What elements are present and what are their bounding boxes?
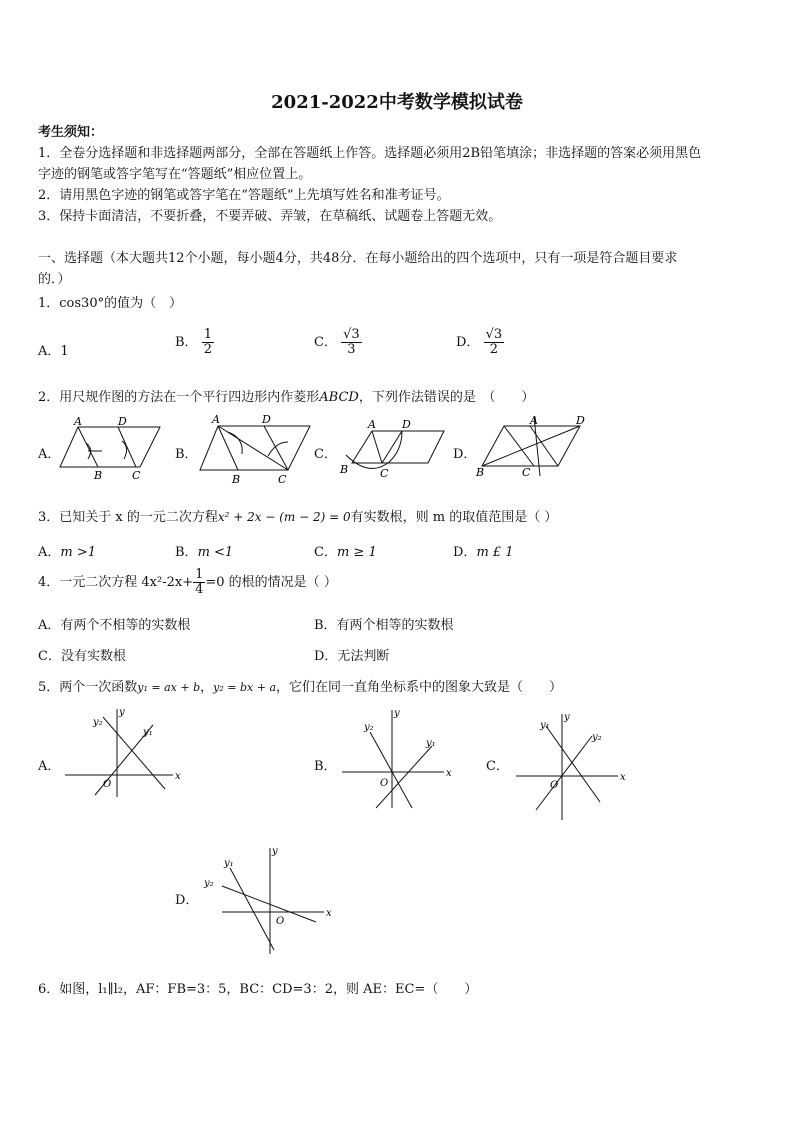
q1-option-d-numerator: √3 bbox=[485, 327, 503, 342]
q2-stem bbox=[38, 386, 534, 405]
q2c-label-d: D bbox=[402, 418, 411, 431]
q1-option-c-fraction bbox=[341, 328, 362, 357]
q2d-label-a: A bbox=[530, 414, 538, 427]
q5-graph-c bbox=[512, 712, 627, 824]
q2c-label-c: C bbox=[380, 467, 389, 480]
notice-line-3: 2．请用黑色字迹的钢笔或答字笔在“答题纸”上先填写姓名和准考证号。 bbox=[38, 188, 450, 203]
q1-option-c-label: C． bbox=[314, 335, 337, 350]
q5-stem-pre: 5．两个一次函数 bbox=[38, 680, 138, 695]
q5-function-2: y₂ = bx + a bbox=[213, 681, 277, 694]
q3-option-b bbox=[175, 541, 233, 560]
q2c-label-a: A bbox=[368, 418, 376, 431]
q3-stem-post: 有实数根，则 m 的取值范围是（ ） bbox=[350, 510, 558, 525]
q3-option-c-label: C． bbox=[314, 545, 337, 560]
q2-stem-post: ，下列作法错误的是 （ ） bbox=[358, 390, 535, 405]
q3-option-d-value: m £ 1 bbox=[476, 545, 514, 560]
q1-option-c bbox=[314, 328, 362, 357]
q1-option-c-numerator: √3 bbox=[343, 327, 360, 342]
q1-option-d-fraction bbox=[484, 328, 505, 357]
q1-option-b-denominator: 2 bbox=[203, 342, 212, 357]
notice-line-2: 字迹的钢笔或答字笔写在“答题纸”相应位置上。 bbox=[38, 167, 312, 182]
q5b-y2-label: y₂ bbox=[364, 722, 374, 733]
q5c-origin-label: O bbox=[550, 780, 559, 791]
q2-option-a: A． bbox=[38, 447, 61, 462]
q3-option-a-value: m >1 bbox=[60, 545, 97, 560]
q2a-label-c: C bbox=[132, 469, 141, 482]
q2-option-d: D． bbox=[453, 447, 477, 462]
q5d-x-label: x bbox=[326, 908, 332, 919]
q2a-label-a: A bbox=[74, 415, 82, 428]
q4-option-d: D．无法判断 bbox=[314, 649, 390, 664]
q5c-y2-label: y₂ bbox=[592, 732, 602, 743]
q4-option-c: C．没有实数根 bbox=[38, 649, 126, 664]
section-heading-line-2: 的．） bbox=[38, 272, 71, 287]
q2d-label-b: B bbox=[476, 466, 485, 479]
q1-stem: 1．cos30°的值为（ ） bbox=[38, 296, 183, 311]
q1-option-a: A．1 bbox=[38, 344, 69, 359]
q5a-y-label: y bbox=[119, 707, 125, 718]
q2b-label-d: D bbox=[262, 413, 271, 426]
q5c-y-label: y bbox=[564, 712, 570, 723]
q6-stem: 6．如图，l₁∥l₂，AF：FB=3：5，BC：CD=3：2，则 AE：EC=（ ） bbox=[38, 982, 478, 997]
section-heading-line-1: 一、选择题（本大题共12个小题，每小题4分，共48分．在每小题给出的四个选项中，只有一项是符合题目要求 bbox=[38, 251, 678, 266]
q2a-label-d: D bbox=[118, 415, 127, 428]
q5-option-d: D． bbox=[175, 893, 199, 908]
q1-option-b-label: B． bbox=[175, 335, 198, 350]
q2d-label-d: D bbox=[576, 414, 585, 427]
q2a-label-b: B bbox=[94, 469, 103, 482]
q4-option-a: A．有两个不相等的实数根 bbox=[38, 618, 191, 633]
q2b-label-c: C bbox=[278, 473, 287, 486]
q5b-y1-label: y₁ bbox=[426, 738, 436, 749]
q5d-origin-label: O bbox=[276, 916, 285, 927]
q5b-y-label: y bbox=[394, 708, 400, 719]
q1-option-d-denominator: 2 bbox=[489, 342, 498, 357]
q5c-x-label: x bbox=[620, 772, 626, 783]
q2c-label-b: B bbox=[340, 463, 349, 476]
q5-graph-a bbox=[65, 705, 180, 800]
q4-stem-post: =0 的根的情况是（ ） bbox=[205, 575, 337, 590]
q5d-y-label: y bbox=[272, 846, 278, 857]
q2b-label-b: B bbox=[232, 473, 241, 486]
q5-option-a: A． bbox=[38, 759, 61, 774]
q5b-x-label: x bbox=[446, 768, 452, 779]
q2-stem-pre: 2．用尺规作图的方法在一个平行四边形内作菱形 bbox=[38, 390, 320, 405]
q5a-y1-label: y₁ bbox=[143, 727, 153, 738]
q5-stem-post: ，它们在同一直角坐标系中的图象大致是（ ） bbox=[276, 680, 563, 695]
q5-stem bbox=[38, 676, 562, 695]
q5-function-1: y₁ = ax + b bbox=[137, 681, 201, 694]
q2-stem-var: ABCD bbox=[319, 390, 359, 405]
q1-option-b bbox=[175, 328, 214, 357]
q3-option-d-label: D． bbox=[453, 545, 477, 560]
q5d-y1-label: y₁ bbox=[224, 858, 234, 869]
q3-stem-pre: 3．已知关于 x 的一元二次方程 bbox=[38, 510, 218, 525]
q4-stem bbox=[38, 568, 337, 597]
q1-option-b-numerator: 1 bbox=[203, 327, 212, 342]
q5b-origin-label: O bbox=[380, 778, 389, 789]
q4-fraction-denominator: 4 bbox=[195, 582, 204, 597]
q5a-origin-label: O bbox=[103, 779, 112, 790]
q5-graph-d bbox=[200, 846, 340, 958]
q2-figure-b bbox=[198, 412, 313, 487]
q5a-x-label: x bbox=[175, 771, 181, 782]
q3-option-b-value: m <1 bbox=[197, 545, 234, 560]
q3-option-a bbox=[38, 541, 96, 560]
q2b-label-a: A bbox=[212, 413, 220, 426]
q1-option-c-denominator: 3 bbox=[347, 342, 356, 357]
q5-option-c: C． bbox=[486, 759, 509, 774]
q1-option-d bbox=[456, 328, 504, 357]
q2-option-c: C． bbox=[314, 447, 337, 462]
q3-option-b-label: B． bbox=[175, 545, 198, 560]
q4-fraction-numerator: 1 bbox=[195, 567, 204, 582]
q5-graph-b bbox=[340, 708, 455, 813]
q4-fraction bbox=[193, 568, 205, 597]
q5a-y2-label: y₂ bbox=[93, 717, 103, 728]
notice-heading: 考生须知： bbox=[38, 125, 104, 140]
notice-line-4: 3．保持卡面清洁，不要折叠，不要弄破、弄皱，在草稿纸、试题卷上答题无效。 bbox=[38, 209, 502, 224]
q2-figure-c bbox=[338, 415, 448, 483]
q3-equation: x² + 2x − (m − 2) = 0 bbox=[217, 510, 351, 524]
q3-option-a-label: A． bbox=[38, 545, 61, 560]
q2-figure-a bbox=[58, 415, 168, 485]
q3-stem bbox=[38, 506, 557, 525]
q2-figure-d bbox=[476, 412, 591, 484]
q1-option-d-label: D． bbox=[456, 335, 480, 350]
q4-stem-pre: 4．一元二次方程 4x²-2x+ bbox=[38, 575, 194, 590]
q5d-y2-label: y₂ bbox=[204, 878, 214, 889]
notice-line-1: 1．全卷分选择题和非选择题两部分，全部在答题纸上作答。选择题必须用2B铅笔填涂；非选择题的答案必须用黑色 bbox=[38, 146, 702, 161]
q2-option-b: B． bbox=[175, 447, 198, 462]
q3-option-c-value: m ≥ 1 bbox=[336, 545, 377, 560]
page-title: 2021-2022中考数学模拟试卷 bbox=[271, 92, 523, 113]
q5c-y1-label: y₁ bbox=[540, 720, 550, 731]
q3-option-c bbox=[314, 541, 377, 560]
q2d-label-c: C bbox=[522, 466, 531, 479]
q4-option-b: B．有两个相等的实数根 bbox=[314, 618, 454, 633]
q5-option-b: B． bbox=[314, 759, 337, 774]
q1-option-b-fraction bbox=[202, 328, 214, 357]
q5-separator: ， bbox=[200, 680, 214, 695]
q3-option-d bbox=[453, 541, 514, 560]
